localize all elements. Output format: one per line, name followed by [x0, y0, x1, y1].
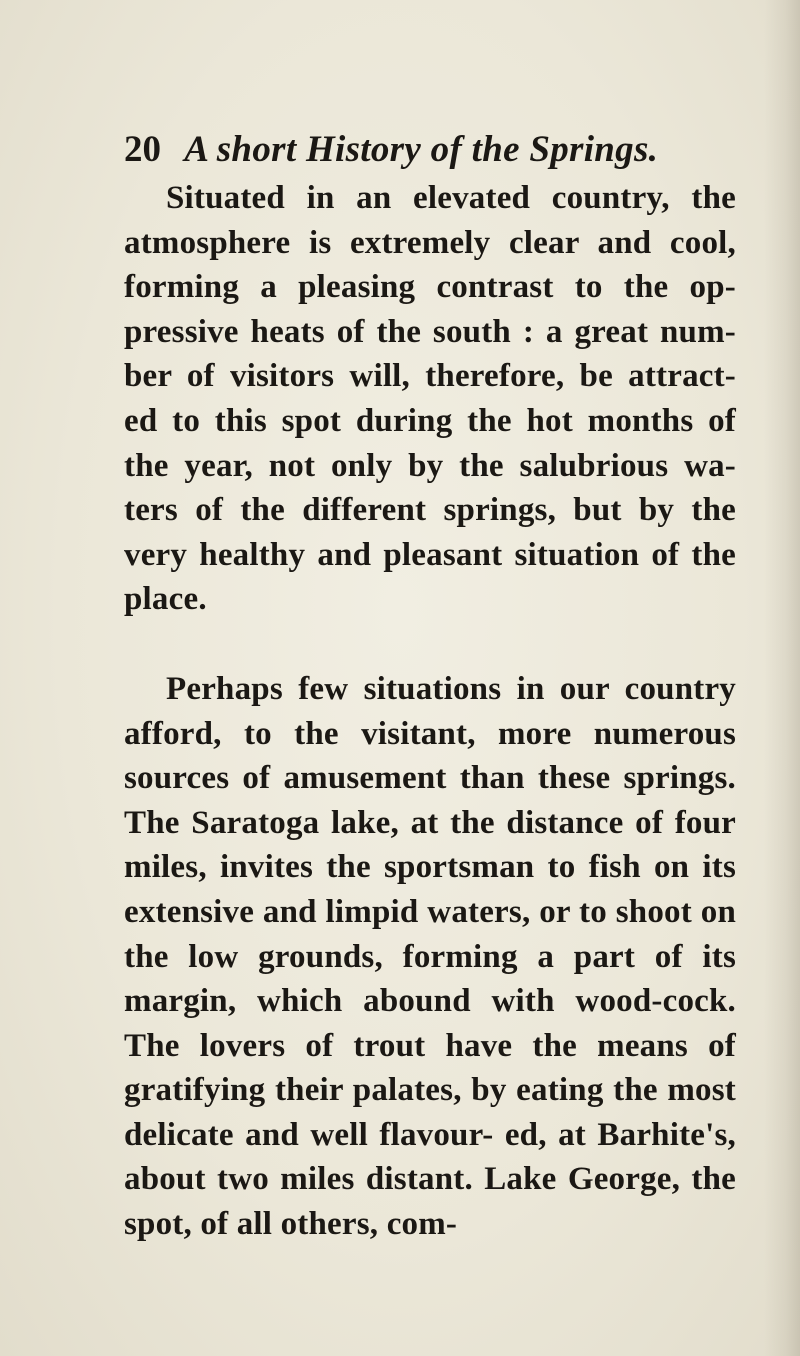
paragraph-2: Perhaps few situations in our country afford, to the visitant, more numerous sources of amusement than these springs. The Saratoga lake, at the distance of four miles, invites the sportsman to fish on its extensive and limpid waters, or to shoot on the low grounds, forming a part of its margin, which abound with wood-cock. The lovers of trout have the means of gratifying their palates, by eating the most delicate and well flavour- ed, at Barhite's, about two miles distant. Lake George, the spot, of all others, com-: [124, 670, 736, 1243]
body-text: [124, 176, 736, 1247]
running-head: [124, 120, 724, 180]
page-edge-shadow: [764, 0, 800, 1356]
paragraph-1: Situated in an elevated country, the atmosphere is extremely clear and cool, forming a pleasing contrast to the op- pressive heats of the south : a great num- ber of visitors will, therefore, be attract- ed to this spot during the hot months of the year, not only by the salubrious wa- ters of the different springs, but by the very healthy and pleasant situation of the place.: [124, 180, 736, 618]
running-title: A short History of the Springs.: [184, 129, 659, 170]
page-number: 20: [124, 129, 161, 170]
